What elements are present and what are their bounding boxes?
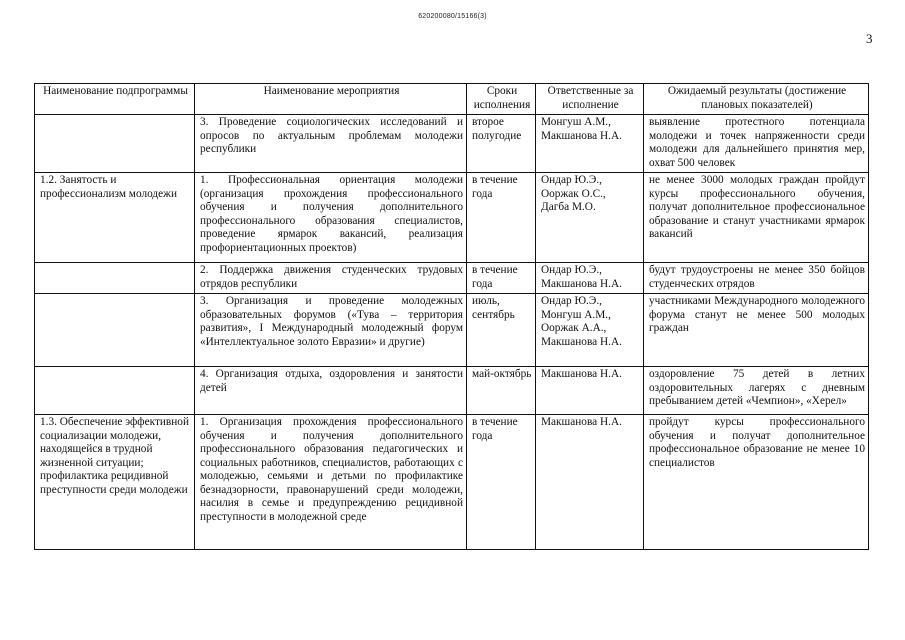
- responsible-person: Монгуш А.М.,: [541, 116, 611, 128]
- result-cell: пройдут курсы профессионального обучения и получат дополнительное профессиональное образование не менее 10 специалистов: [644, 415, 869, 550]
- responsible-person: Ондар Ю.Э.,: [541, 174, 602, 186]
- subprogram-cell: [35, 294, 195, 367]
- event-cell: 4. Организация отдыха, оздоровления и занятости детей: [195, 367, 467, 415]
- responsible-person: Макшанова Н.А.: [541, 277, 622, 290]
- table-row: [35, 173, 869, 263]
- responsible-person: Макшанова Н.А.: [541, 416, 622, 428]
- document-number: 620200080/15166(3): [418, 13, 487, 20]
- result-cell: участниками Международного молодежного форума станут не менее 500 молодых граждан: [644, 294, 869, 367]
- event-cell: 1. Профессиональная ориентация молодежи (организация прохождения профессионального обучения и получения дополнительного профессионального образования специалистов, проведение ярмарок вакансий, реализация профориентационных проектов): [195, 173, 467, 263]
- responsible-cell: [536, 367, 644, 415]
- table-row: [35, 263, 869, 294]
- table-header: [35, 84, 869, 115]
- responsible-person: Ооржак А.А.,: [541, 322, 607, 334]
- term-cell: второе полугодие: [467, 115, 536, 173]
- term-cell: июль, сентябрь: [467, 294, 536, 367]
- responsible-cell: [536, 115, 644, 173]
- plan-table: [34, 83, 869, 550]
- result-cell: будут трудоустроены не менее 350 бойцов студенческих отрядов: [644, 263, 869, 294]
- page-number: 3: [866, 31, 873, 46]
- result-cell: не менее 3000 молодых граждан пройдут курсы профессионального обучения, получат дополнительное профессиональное образование и станут участниками ярмарок вакансий: [644, 173, 869, 263]
- table-row: [35, 367, 869, 415]
- column-header-event: Наименование мероприятия: [195, 84, 467, 115]
- responsible-person: Монгуш А.М.,: [541, 308, 611, 321]
- table-row: [35, 415, 869, 550]
- responsible-person: Макшанова Н.А.: [541, 368, 622, 380]
- header-row: [35, 84, 869, 115]
- responsible-person: Макшанова Н.А.: [541, 129, 622, 142]
- responsible-person: Макшанова Н.А.: [541, 335, 622, 348]
- subprogram-cell: 1.3. Обеспечение эффективной социализации молодежи, находящейся в трудной жизненной ситуации; профилактика рецидивной преступности среди молодежи: [35, 415, 195, 550]
- table-row: [35, 294, 869, 367]
- responsible-person: Ондар Ю.Э.,: [541, 264, 602, 276]
- subprogram-cell: [35, 115, 195, 173]
- column-header-responsible: Ответственные за исполнение: [536, 84, 644, 115]
- term-cell: в течение года: [467, 415, 536, 550]
- result-cell: выявление протестного потенциала молодежи и точек напряженности среди молодежи для дальнейшего принятия мер, охват 500 человек: [644, 115, 869, 173]
- event-cell: 2. Поддержка движения студенческих трудовых отрядов республики: [195, 263, 467, 294]
- subprogram-cell: [35, 367, 195, 415]
- table-body: [35, 115, 869, 550]
- responsible-cell: [536, 263, 644, 294]
- event-cell: 1. Организация прохождения профессионального обучения и получения дополнительного профессионального образования педагогических и социальных работников, специалистов, работающих с молодежью, семьями и детьми по профилактике безнадзорности, правонарушений среди молодежи, насилия в семье и предупреждению рецидивной преступности в молодежной среде: [195, 415, 467, 550]
- event-cell: 3. Проведение социологических исследований и опросов по актуальным проблемам молодежи республики: [195, 115, 467, 173]
- subprogram-cell: [35, 263, 195, 294]
- event-cell: 3. Организация и проведение молодежных образовательных форумов («Тува – территория развития», I Международный молодежный форум «Интеллектуальное золото Евразии» и другие): [195, 294, 467, 367]
- column-header-subprogram: Наименование подпрограммы: [35, 84, 195, 115]
- responsible-person: Ооржак О.С.,: [541, 187, 606, 200]
- term-cell: май-октябрь: [467, 367, 536, 415]
- responsible-cell: [536, 173, 644, 263]
- responsible-cell: [536, 415, 644, 550]
- subprogram-cell: 1.2. Занятость и профессионализм молодежи: [35, 173, 195, 263]
- responsible-person: Ондар Ю.Э.,: [541, 295, 602, 307]
- column-header-result: Ожидаемый результаты (достижение плановых показателей): [644, 84, 869, 115]
- column-header-term: Сроки исполнения: [467, 84, 536, 115]
- term-cell: в течение года: [467, 263, 536, 294]
- table-row: [35, 115, 869, 173]
- result-cell: оздоровление 75 детей в летних оздоровительных лагерях с дневным пребыванием детей «Чемпион», «Херел»: [644, 367, 869, 415]
- responsible-cell: [536, 294, 644, 367]
- term-cell: в течение года: [467, 173, 536, 263]
- responsible-person: Дагба М.О.: [541, 201, 596, 213]
